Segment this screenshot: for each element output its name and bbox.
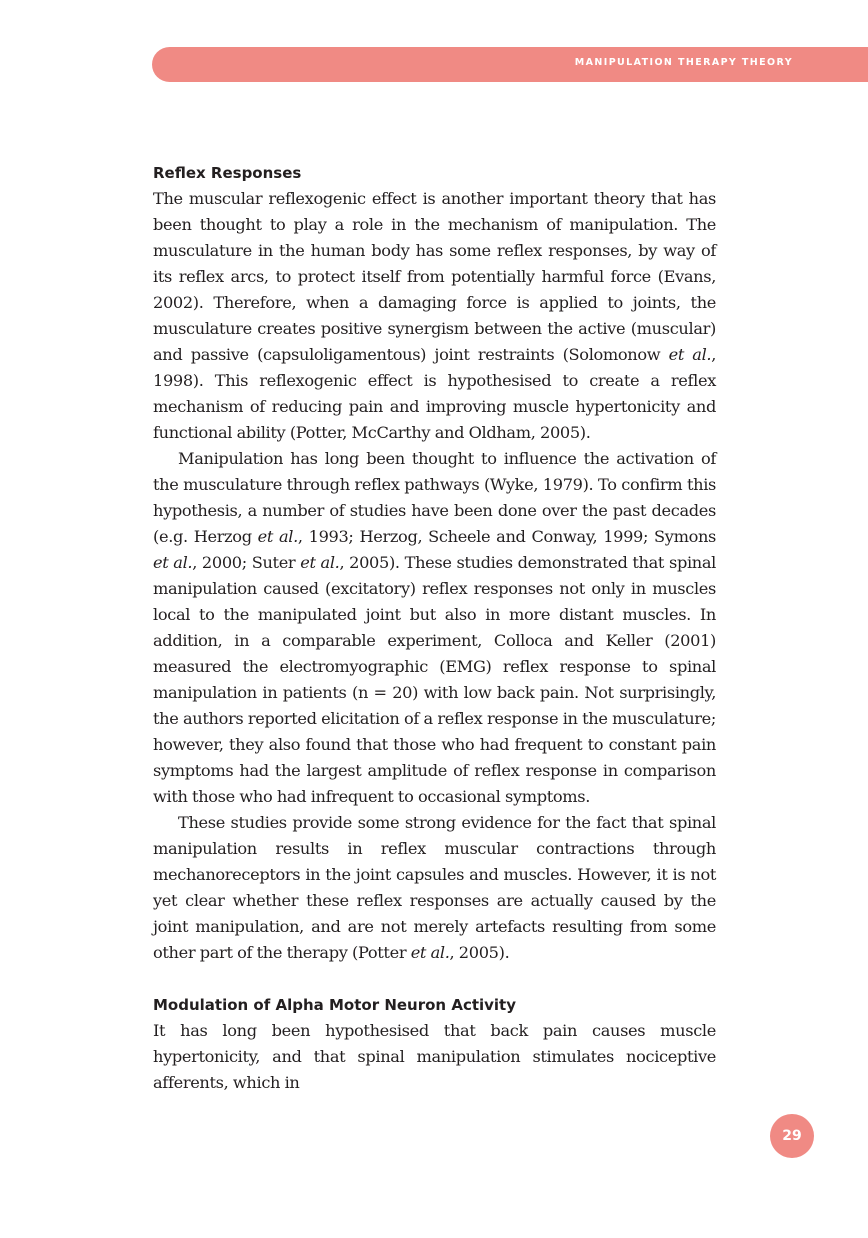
paragraph-text: , 2000; Suter <box>192 553 301 572</box>
paragraph-text: Manipulation has long been thought to influence the activation of the musculature through reflex pathways (Wyke, 1979). To confirm this hypothesis, a number of studies have been done over the past decades (e.g. Herzog <box>153 449 716 546</box>
italic-text: et al. <box>257 527 298 546</box>
page-number-badge: 29 <box>770 1114 814 1158</box>
italic-text: et al. <box>153 553 193 572</box>
paragraph-text: , 2005). These studies demonstrated that spinal manipulation caused (excitatory) reflex responses not only in muscles local to the manipulated joint but also in more distant muscles. In addition, in a comparable experiment, Colloca and Keller (2001) measured the electromyographic (EMG) reflex response to spinal manipulation in patients (n = 20) with low back pain. Not surprisingly, the authors reported elicitation of a reflex response in the musculature; however, they also found that those who had frequent to constant pain symptoms had the largest amplitude of reflex response in comparison with those who had infrequent to occasional symptoms. <box>153 553 716 806</box>
body-paragraph <box>153 186 716 446</box>
body-paragraph <box>153 446 716 810</box>
paragraph-text: , 2005). <box>449 943 510 962</box>
section-heading-alpha-motor-neuron: Modulation of Alpha Motor Neuron Activity <box>153 996 517 1014</box>
italic-text: et al. <box>668 345 712 364</box>
section-spacer <box>153 966 716 992</box>
italic-text: et al. <box>300 553 340 572</box>
italic-text: et al. <box>410 943 450 962</box>
paragraph-text: The muscular reflexogenic effect is another important theory that has been thought to play a role in the mechanism of manipulation. The musculature in the human body has some reflex responses, by way of its reflex arcs, to protect itself from potentially harmful force (Evans, 2002). Therefore, when a damaging force is applied to joints, the musculature creates positive synergism between the active (muscular) and passive (capsuloligamentous) joint restraints (Solomonow <box>153 189 716 364</box>
body-paragraph: It has long been hypothesised that back pain causes muscle hypertonicity, and that spinal manipulation stimulates nociceptive afferents, which in <box>153 1021 716 1092</box>
paragraph-text: These studies provide some strong evidence for the fact that spinal manipulation results in reflex muscular contractions through mechanoreceptors in the joint capsules and muscles. However, it is not yet clear whether these reflex responses are actually caused by the joint manipulation, and are not merely artefacts resulting from some other part of the therapy (Potter <box>153 813 716 962</box>
paragraph-text: , 1993; Herzog, Scheele and Conway, 1999; Symons <box>297 527 716 546</box>
section-heading-reflex-responses: Reflex Responses <box>153 164 302 182</box>
page-body <box>153 160 716 1096</box>
body-paragraph <box>153 810 716 966</box>
running-header-title: MANIPULATION THERAPY THEORY <box>574 57 793 68</box>
running-header-bar <box>152 47 868 82</box>
paragraph-text: , 1998). This reflexogenic effect is hypothesised to create a reflex mechanism of reducing pain and improving muscle hypertonicity and functional ability (Potter, McCarthy and Oldham, 2005). <box>153 345 716 442</box>
